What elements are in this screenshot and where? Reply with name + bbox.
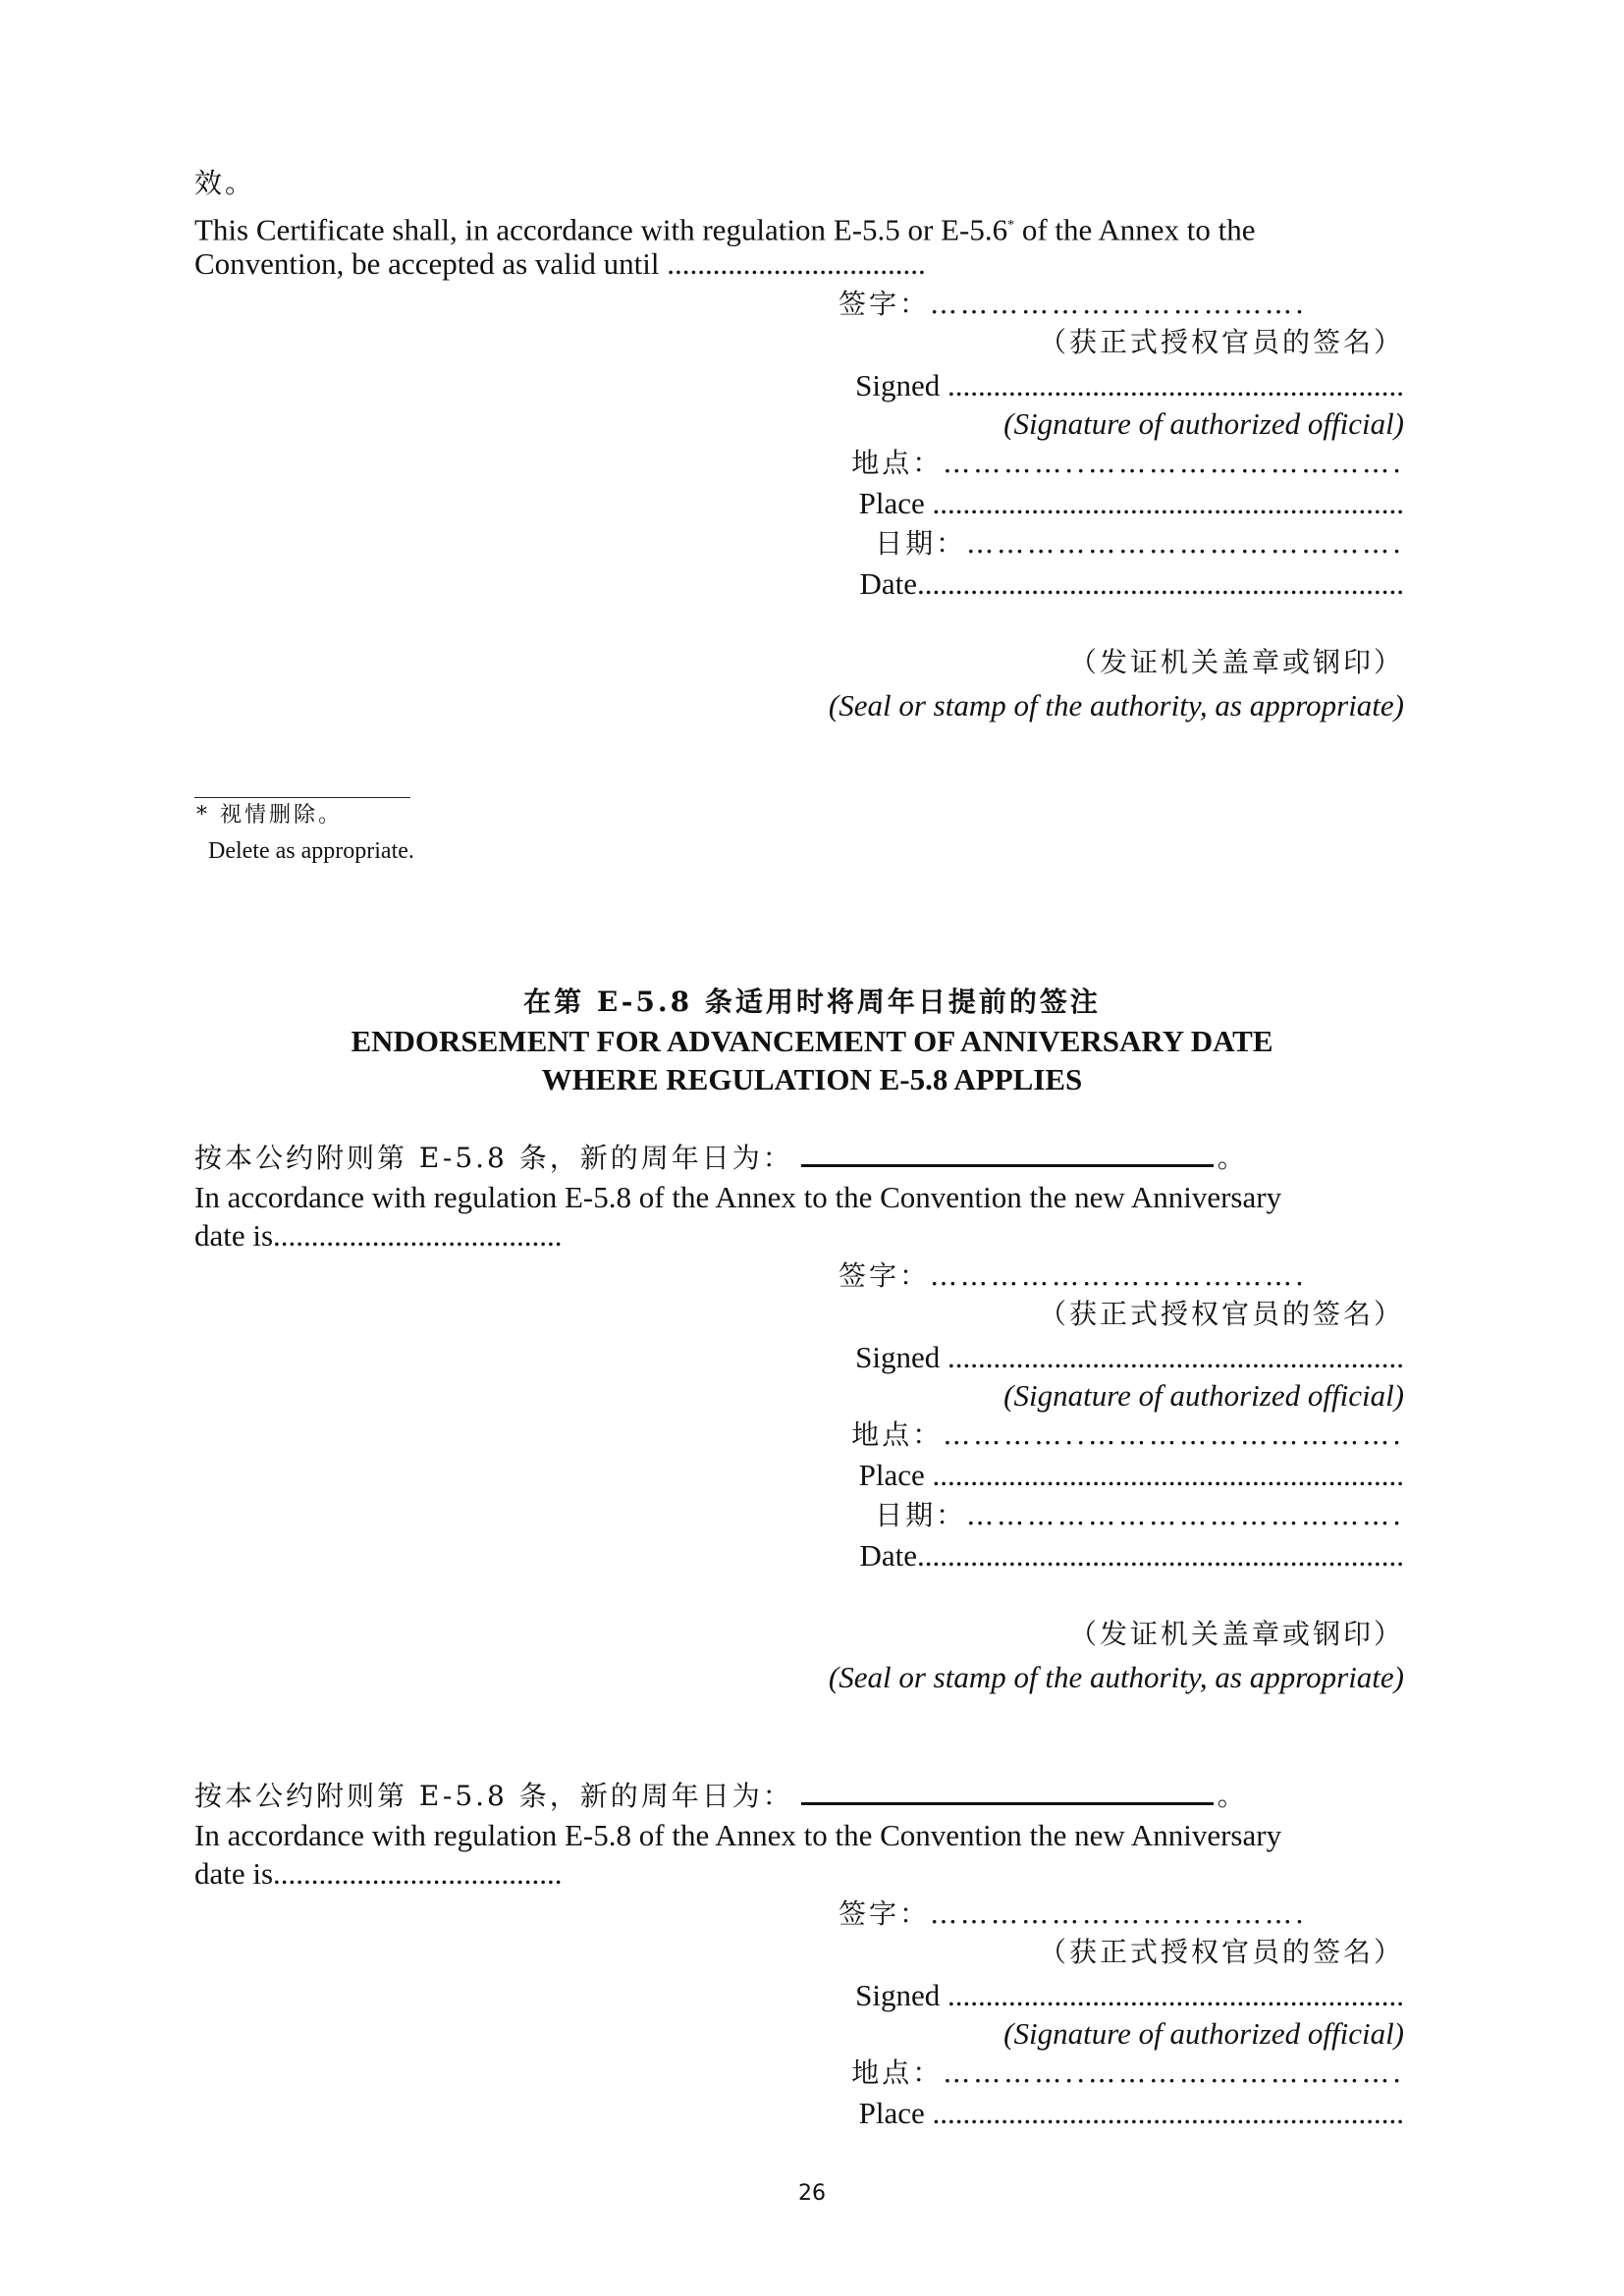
new-anniversary-en-line1: In accordance with regulation E-5.8 of the Annex to the Convention the new Anniversary (194, 1818, 1282, 1852)
sign-cn-field[interactable]: 签字：………………………………. (839, 288, 1307, 320)
seal-cn-caption: （发证机关盖章或钢印） (1068, 1618, 1404, 1650)
new-anniversary-cn-text: 按本公约附则第 E-5.8 条，新的周年日为： (194, 1142, 793, 1174)
seal-cn-caption: （发证机关盖章或钢印） (1068, 646, 1404, 678)
cn-period: 。 (1217, 1142, 1248, 1174)
signed-sub-caption: (Signature of authorized official) (1003, 1378, 1404, 1413)
continued-cn-text: 效。 (194, 167, 256, 199)
signed-field[interactable]: Signed ............................................................ (855, 368, 1404, 402)
seal-caption: (Seal or stamp of the authority, as appropriate) (828, 1660, 1404, 1694)
place-field[interactable]: Place .............................................................. (858, 1458, 1404, 1492)
cert-validity-line2: Convention, be accepted as valid until .................................. (194, 246, 926, 281)
cert-validity-text-a: This Certificate shall, in accordance with regulation E-5.5 or E-5.6 (194, 212, 1008, 247)
date-cn-field[interactable]: 日期：……………………………………. (875, 1499, 1404, 1531)
place-cn-field[interactable]: 地点：…………..…………………………. (851, 2056, 1404, 2089)
new-anniversary-cn-line-2 (194, 1777, 1248, 1815)
seal-caption: (Seal or stamp of the authority, as appropriate) (828, 688, 1404, 722)
place-field[interactable]: Place .............................................................. (858, 486, 1404, 520)
footnote-marker: * (1007, 218, 1015, 233)
date-field[interactable]: Date................................................................ (859, 566, 1404, 601)
date-cn-field[interactable]: 日期：……………………………………. (875, 527, 1404, 560)
section-title-cn: 在第 E-5.8 条适用时将周年日提前的签注 (523, 986, 1101, 1018)
cert-validity-line1 (194, 207, 1255, 248)
new-anniversary-date-field[interactable] (801, 1777, 1214, 1805)
new-anniversary-en-line2[interactable]: date is...................................... (194, 1218, 563, 1253)
section-title-en-1: ENDORSEMENT FOR ADVANCEMENT OF ANNIVERSARY DATE (351, 1024, 1273, 1058)
new-anniversary-en-line1: In accordance with regulation E-5.8 of the Annex to the Convention the new Anniversary (194, 1180, 1282, 1214)
signed-sub-caption: (Signature of authorized official) (1003, 406, 1404, 441)
section-title-en-2: WHERE REGULATION E-5.8 APPLIES (541, 1062, 1083, 1096)
cert-validity-text-b: of the Annex to the (1014, 212, 1256, 247)
new-anniversary-en-line2[interactable]: date is...................................... (194, 1856, 563, 1891)
new-anniversary-cn-line-1 (194, 1139, 1248, 1177)
signed-field[interactable]: Signed ............................................................ (855, 1978, 1404, 2012)
place-field[interactable]: Place .............................................................. (858, 2096, 1404, 2130)
sign-sub-cn: （获正式授权官员的签名） (1038, 1936, 1404, 1968)
footnote-cn: * 视情删除。 (196, 803, 343, 828)
sign-cn-field[interactable]: 签字：………………………………. (839, 1259, 1307, 1292)
new-anniversary-date-field[interactable] (801, 1139, 1214, 1167)
sign-sub-cn: （获正式授权官员的签名） (1038, 1298, 1404, 1330)
date-field[interactable]: Date................................................................ (859, 1538, 1404, 1573)
place-cn-field[interactable]: 地点：…………..…………………………. (851, 1418, 1404, 1451)
sign-sub-cn: （获正式授权官员的签名） (1038, 326, 1404, 358)
new-anniversary-cn-text: 按本公约附则第 E-5.8 条，新的周年日为： (194, 1780, 793, 1812)
cn-period: 。 (1217, 1780, 1248, 1812)
signed-sub-caption: (Signature of authorized official) (1003, 2016, 1404, 2051)
sign-cn-field[interactable]: 签字：………………………………. (839, 1897, 1307, 1930)
page-number: 26 (798, 2181, 826, 2206)
place-cn-field[interactable]: 地点：…………..…………………………. (851, 447, 1404, 479)
signed-field[interactable]: Signed ............................................................ (855, 1340, 1404, 1374)
footnote-en: Delete as appropriate. (208, 838, 414, 864)
footnote-divider (194, 797, 410, 798)
